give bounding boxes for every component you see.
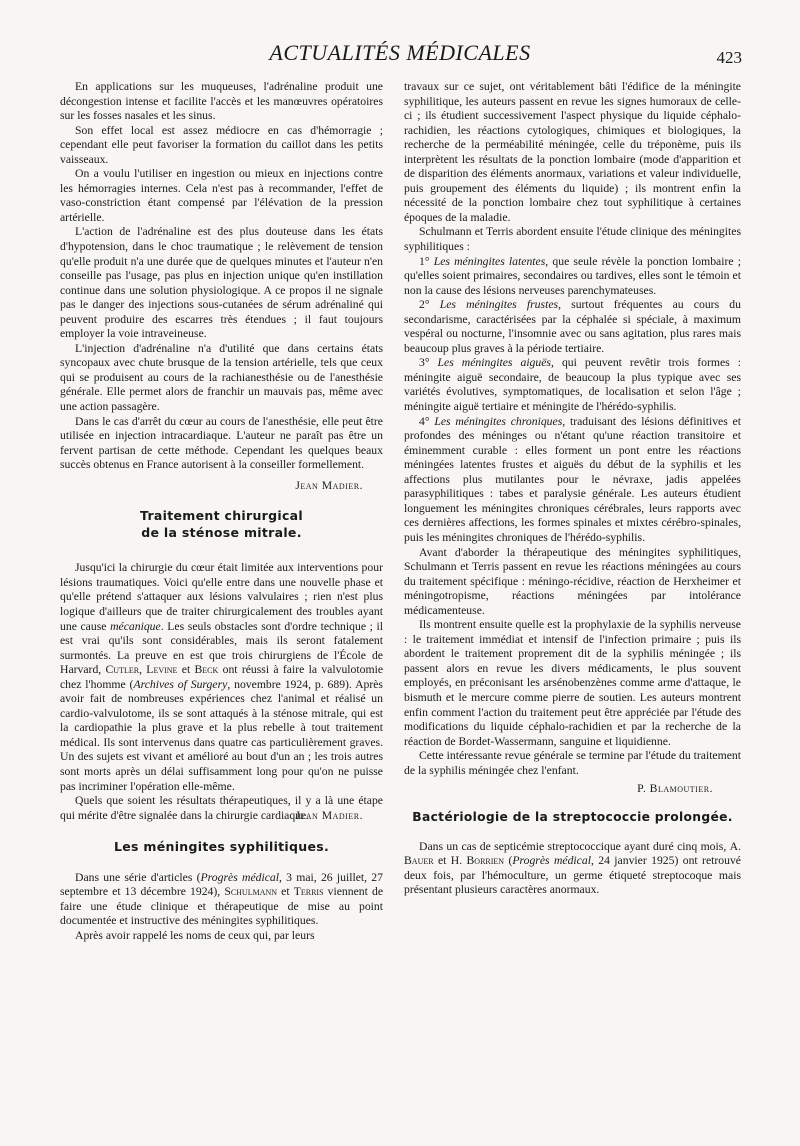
paragraph: Dans un cas de septicémie streptococcique ayant duré cinq mois, A. Bauer et H. Borrien (Progrès médical, 24 janvier 1925) ont retrouvé deux fois, par l'hémoculture, un germe étiqueté streptocoque mais présentant plusieurs caractères anormaux. bbox=[404, 839, 741, 897]
running-title: ACTUALITÉS MÉDICALES bbox=[269, 40, 531, 65]
paragraph: Jusqu'ici la chirurgie du cœur était limitée aux interventions pour lésions traumatiques. Voici qu'elle entre dans une nouvelle phase et qu'elle prétend s'attaquer aux lésions valvulaires ; rien n'est plus logique d'ailleurs que de traiter chirurgicalement des troubles ayant une cause mécanique. Les seuls obstacles sont d'ordre technique ; il est vrai qu'ils sont considérables, mais ils seront fatalement surmontés. La preuve en est que trois chirurgiens de l'École de Harvard, Cutler, Levine et Beck ont réussi à faire la valvulotomie chez l'homme (Archives of Surgery, novembre 1924, p. 689). Après avoir fait de nombreuses expériences chez l'animal et réalisé un cardio-valvulotome, ils se sont attaqués à la sténose mitrale, qui est la cardiopathie la plus grave et la plus rebelle à tout traitement médical. Ils sont intervenus dans quatre cas particulièrement graves. Un des sujets est vivant et amélioré au bout d'un an ; les trois autres sont morts après un délai suffisamment long pour qu'on ne puisse pas incriminer l'opération elle-même. bbox=[60, 561, 384, 793]
heading-line: Traitement chirurgical bbox=[139, 508, 303, 524]
page-header bbox=[0, 40, 800, 76]
paragraph: En applications sur les muqueuses, l'adrénaline produit une décongestion intense et facilite l'accès et les manœuvres opératoires sur les fosses nasales et les sinus. bbox=[60, 80, 383, 123]
paragraph: On a voulu l'utiliser en ingestion ou mieux en injections contre les hémorragies internes. Cela n'est pas à recommander, l'effet de vaso-constriction étant compensé par l'élévation de la pression artérielle. bbox=[60, 167, 383, 224]
section-heading-streptococcie: Bactériologie de la streptococcie prolongée. bbox=[412, 809, 733, 824]
right-column bbox=[404, 80, 741, 898]
paragraph: Dans le cas d'arrêt du cœur au cours de l'anesthésie, elle peut être utilisée en injection intracardiaque. L'auteur ne paraît pas être un fervent partisan de cette méthode. Cependant les quelques beaux succès obtenus en France autorisent à la conseiller formellement. bbox=[60, 414, 383, 472]
paragraph: Ils montrent ensuite quelle est la prophylaxie de la syphilis nerveuse : le traitement immédiat et intensif de l'infection primaire ; puis ils abordent le traitement proprement dit de la syphilis méningée ; ils passent alors en revue les divers médicaments, le plus souvent employés, en préconisant les arsénobenzènes comme arme d'attaque, le bismuth et le mercure comme pierre de soutien. Les auteurs montrent enfin comment l'action du traitement peut être appréciée par l'étude des modifications du liquide céphalo-rachidien et par la recherche de la réaction de Bordet-Wassermann, sanguine et liquidienne. bbox=[404, 618, 741, 748]
paragraph: Schulmann et Terris abordent ensuite l'étude clinique des méningites syphilitiques : bbox=[404, 225, 741, 254]
paragraph: Après avoir rappelé les noms de ceux qui, par leurs bbox=[75, 928, 315, 942]
left-column bbox=[60, 80, 383, 943]
paragraph: Avant d'aborder la thérapeutique des méningites syphilitiques, Schulmann et Terris passent en revue les réactions méningées au cours du traitement spécifique : méningo-récidive, réaction de Herxheimer et méningotropisme, réactions méningées par intolérance médicamenteuse. bbox=[404, 545, 741, 617]
paragraph: Dans une série d'articles (Progrès médical, 3 mai, 26 juillet, 27 septembre et 13 décembre 1924), Schulmann et Terris viennent de faire une étude clinique et thérapeutique de mise au point documentée et instructive des méningites syphilitiques. bbox=[60, 870, 384, 928]
author-signature: Jean Madier. bbox=[295, 809, 363, 823]
paragraph: 4° Les méningites chroniques, traduisant des lésions définitives et profondes des méninges ou n'étant qu'une réaction transitoire et éminemment curable : elles forment un pont entre les réactions méningées latentes frustes et aiguës du début de la syphilis et les affections plus mutilantes pour le névraxe, jadis appelées parasyphilitiques : tabes et paralysie générale. Les auteurs étudient longuement les méningites chroniques cérébrales, leurs rapports avec ces dernières affections, les formes spinales et mixtes cérébro-spinales, puis les méningites chroniques de l'hérédo-syphilis. bbox=[404, 414, 741, 544]
paragraph: Son effet local est assez médiocre en cas d'hémorragie ; cependant elle peut favoriser la formation du caillot dans les petits vaisseaux. bbox=[60, 123, 383, 166]
paragraph: 1° Les méningites latentes, que seule révèle la ponction lombaire ; qu'elles soient primaires, secondaires ou tardives, elles sont le témoin et non la cause des lésions nerveuses parenchymateuses. bbox=[404, 254, 741, 297]
paragraph: L'injection d'adrénaline n'a d'utilité que dans certains états syncopaux avec chute brusque de la tension artérielle, tels que ceux qui se produisent au cours de la rachianesthésie ou de l'anesthésie générale. Elle permet alors de franchir un mauvais pas, même avec une action passagère. bbox=[60, 341, 383, 414]
page-number: 423 bbox=[716, 48, 742, 67]
author-signature: P. Blamoutier. bbox=[637, 782, 713, 796]
paragraph: 3° Les méningites aiguës, qui peuvent revêtir trois formes : méningite aiguë secondaire, de beaucoup la plus typique avec ses variétés évolutives, symptomatiques, de localisation et selon l'âge ; méningite aiguë tertiaire et méningite de l'hérédo-syphilis. bbox=[404, 356, 741, 414]
paragraph: 2° Les méningites frustes, surtout fréquentes au cours du secondarisme, caractérisées par la céphalée si spéciale, à maximum vespéral ou nocturne, l'insomnie avec ou sans agitation, plus rares mais beaucoup plus graves à la période tertiaire. bbox=[404, 298, 741, 355]
paragraph: travaux sur ce sujet, ont véritablement bâti l'édifice de la méningite syphilitique, les auteurs passent en revue les signes humoraux de celle-ci ; ils étudient successivement l'aspect physique du liquide céphalo-rachidien, les réactions cytologiques, chimiques et biologiques, la recherche de la perméabilité méningée, celle du tréponème, puis ils interprètent les résultats de la ponction lombaire (mode d'apparition et de disparition des éléments anormaux, variations et valeur individuelle, puis groupement des éléments du liquide) ; ils montrent enfin la nécessité de la ponction lombaire chez tout syphilitique à certaines époques de la maladie. bbox=[404, 80, 741, 224]
heading-line: de la sténose mitrale. bbox=[141, 525, 302, 541]
paragraph: Quels que soient les résultats thérapeutiques, il y a là une étape qui mérite d'être signalée dans la chirurgie cardiaque. bbox=[60, 794, 383, 822]
author-signature: Jean Madier. bbox=[295, 478, 363, 492]
section-heading-meningites: Les méningites syphilitiques. bbox=[113, 838, 330, 854]
paragraph: L'action de l'adrénaline est des plus douteuse dans les états d'hypotension, dans le choc traumatique ; le relèvement de tension qu'elle produit n'a une durée que de quelques minutes et l'auteur n'en conseille pas l'usage, pas plus en injection unique qu'en instillation continue dans une solution physiologique. A ce propos il ne signale pas le danger des injections sous-cutanées de sérum adrénaliné qui peuvent produire des escarres très étendues ; il faut toujours employer la voie intraveineuse. bbox=[60, 225, 383, 341]
section-heading-mitral bbox=[60, 507, 383, 541]
paragraph: Cette intéressante revue générale se termine par l'étude du traitement de la syphilis méningée chez l'enfant. bbox=[404, 749, 741, 777]
